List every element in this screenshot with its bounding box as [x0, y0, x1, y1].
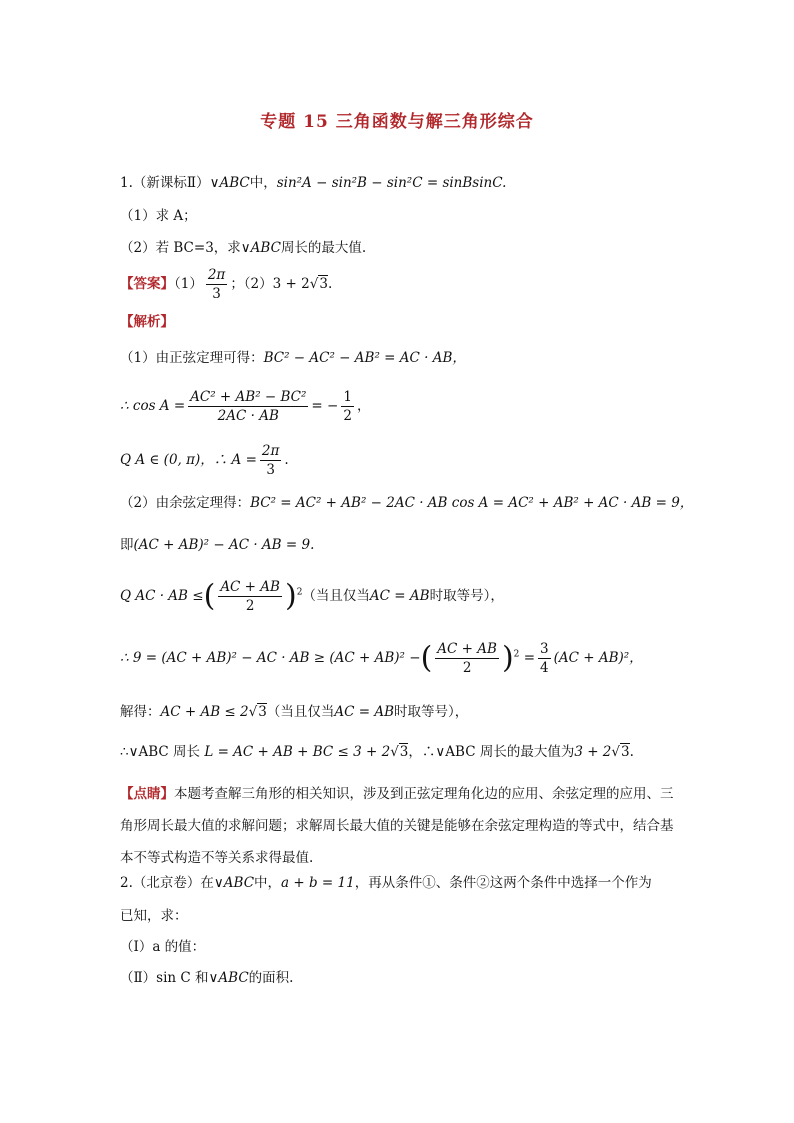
analysis-l4-equation: BC² = AC² + AB² − 2AC · AB cos A = AC² + AB² + AC · AB = 9， [250, 495, 694, 511]
analysis-l8-radicand: 3 [258, 704, 267, 720]
q2-suffix: ，再从条件①、条件②这两个条件中选择一个作为 [354, 875, 652, 891]
analysis-l9-end: . [629, 744, 634, 760]
q1-equation: sin²A − sin²B − sin²C = sinBsinC. [276, 175, 507, 191]
analysis-line-4 [120, 493, 693, 513]
analysis-l2-numerator: AC² + AB² − BC² [190, 389, 307, 405]
answer-p1: （1） [174, 276, 203, 292]
q2-line-2: 已知，求： [120, 908, 188, 924]
analysis-l6-note: （当且仅当 [302, 588, 370, 604]
analysis-l3-denominator: 3 [266, 462, 275, 478]
analysis-line-5 [120, 535, 314, 555]
comment-paragraph [120, 778, 680, 874]
analysis-l9-radicand-2: 3 [621, 744, 630, 760]
analysis-l5-text: 即 [120, 537, 134, 553]
q1-part2-suffix: 周长的最大值. [280, 240, 367, 256]
analysis-l6-condition: AC = AB [369, 588, 430, 604]
analysis-l8-note2: 时取等号）， [394, 704, 469, 720]
q1-mid: 中， [249, 175, 277, 191]
analysis-l2-end: ， [356, 398, 371, 414]
q2-prefix: 2.（北京卷）在 [120, 875, 214, 891]
analysis-l8-equation: AC + AB ≤ 2 [160, 704, 249, 720]
analysis-l2-lead: ∴ cos A = [120, 398, 186, 414]
analysis-l7-lead: ∴ 9 = (AC + AB)² − AC · AB ≥ (AC + AB)² − [120, 650, 421, 666]
analysis-l2-eq: = − [311, 398, 339, 414]
answer-1-numerator: 2π [207, 267, 226, 283]
q2-part2-triangle: ∨ABC [208, 970, 249, 986]
comment-text: 本题考查解三角形的相关知识，涉及到正弦定理角化边的应用、余弦定理的应用、三角形周长最大值的求解问题；求解周长最大值的关键是能够在余弦定理构造的等式中，结合基本不等式构造不等关系求得最值. [120, 786, 674, 866]
analysis-l8-text: 解得： [120, 704, 161, 720]
analysis-l9-c: 3 + 2 [574, 744, 612, 760]
q2-part2-prefix: （Ⅱ）sin C 和 [120, 970, 209, 986]
q2-triangle: ∨ABC [213, 875, 255, 891]
answer-1-fraction [206, 266, 227, 303]
analysis-l9-equation: L = AC + AB + BC ≤ 3 + 2 [204, 744, 391, 760]
analysis-l7-numerator: AC + AB [437, 641, 497, 657]
analysis-l2-fraction [188, 388, 308, 425]
q1-triangle: ∨ABC [209, 175, 250, 191]
analysis-l7-coef-denominator: 4 [540, 660, 549, 676]
analysis-l8-condition: AC = AB [334, 704, 394, 720]
q2-mid: 中， [254, 875, 282, 891]
analysis-l2-rfraction [341, 388, 354, 425]
analysis-l7-coef-fraction [538, 640, 551, 677]
analysis-l9-radicand: 3 [399, 744, 409, 760]
answer-sep: ；（2） [230, 276, 273, 292]
analysis-l7-coef-numerator: 3 [540, 641, 549, 657]
q1-part1: （1）求 A； [120, 208, 197, 224]
analysis-l7-eq: = [523, 650, 535, 666]
question-1-stem [120, 173, 506, 193]
analysis-l7-end: (AC + AB)²， [553, 650, 643, 666]
analysis-l3-end: . [284, 452, 289, 468]
analysis-label: 【解析】 [120, 314, 174, 330]
q2-equation: a + b = 11 [281, 875, 355, 891]
answer-2: 3 + 2 [272, 276, 310, 292]
answer-label: 【答案】 [120, 276, 174, 292]
analysis-l1-text: （1）由正弦定理可得： [120, 350, 264, 366]
analysis-line-3 [120, 442, 289, 479]
analysis-l9-b: ，∴∨ABC 周长的最大值为 [408, 744, 575, 760]
q1-part2 [120, 238, 366, 258]
analysis-line-9: ∴∨ABC 周长 L = AC + AB + BC ≤ 3 + 2√3，∴∨ABC 周长的最大值为3 + 2√3. [120, 744, 634, 760]
analysis-line-1 [120, 348, 466, 368]
analysis-l5-equation: (AC + AB)² − AC · AB = 9. [133, 537, 315, 553]
analysis-l3-text: Q A ∈ (0, π)，∴ A = [120, 452, 257, 468]
analysis-l7-denominator: 2 [462, 660, 472, 676]
analysis-l6-denominator: 2 [245, 598, 255, 614]
q1-prefix: 1.（新课标Ⅱ） [120, 175, 210, 191]
question-2-stem [120, 873, 652, 893]
analysis-line-6: Q AC · AB ≤( $\frac{AC + AB}{2}$ )$^2$（当且仅当AC = AB时取等号）， [120, 578, 504, 614]
q1-part2-triangle: ∨ABC [240, 240, 281, 256]
analysis-l2-denominator: 2AC · AB [217, 408, 279, 424]
analysis-l6-fraction [218, 578, 282, 615]
analysis-l8-note: （当且仅当 [266, 704, 335, 720]
answer-2-radicand: 3 [319, 276, 328, 292]
q2-part1: （Ⅰ）a 的值： [120, 939, 206, 955]
analysis-l9-a: ∴∨ABC 周长 [120, 744, 201, 760]
analysis-line-7: ∴ 9 = (AC + AB)² − AC · AB ≥ (AC + AB)² −( $\frac{AC + AB}{2}$ )$^2$ = $\frac{3}{4}$ (AC + AB)²， [120, 640, 643, 676]
analysis-l7-fraction [435, 640, 499, 677]
analysis-l6-lead: Q AC · AB ≤ [120, 588, 204, 604]
analysis-l4-text: （2）由余弦定理得： [120, 495, 251, 511]
analysis-l1-equation: BC² − AC² − AB² = AC · AB， [263, 350, 466, 366]
analysis-l6-numerator: AC + AB [220, 579, 280, 595]
analysis-l2-rdenominator: 2 [343, 408, 352, 424]
answer-end: . [327, 276, 333, 292]
q2-part2-suffix: 的面积. [248, 970, 294, 986]
comment-label: 【点睛】 [120, 786, 174, 802]
analysis-l3-fraction [260, 442, 281, 479]
answer-line: 【答案】（1） $\frac{2\pi}{3}$ ；（2）3 + 2√3. [120, 267, 333, 302]
analysis-l3-numerator: 2π [261, 443, 280, 459]
analysis-line-8: 解得：AC + AB ≤ 2√3（当且仅当AC = AB时取等号）， [120, 704, 469, 720]
analysis-l2-rnumerator: 1 [343, 389, 352, 405]
q1-part2-prefix: （2）若 BC=3，求 [120, 240, 241, 256]
page-title: 专题 15 三角函数与解三角形综合 [260, 112, 534, 132]
analysis-l6-note2: 时取等号）， [429, 588, 504, 604]
analysis-line-2 [120, 388, 370, 425]
answer-1-denominator: 3 [212, 286, 221, 302]
q2-part2 [120, 968, 293, 988]
